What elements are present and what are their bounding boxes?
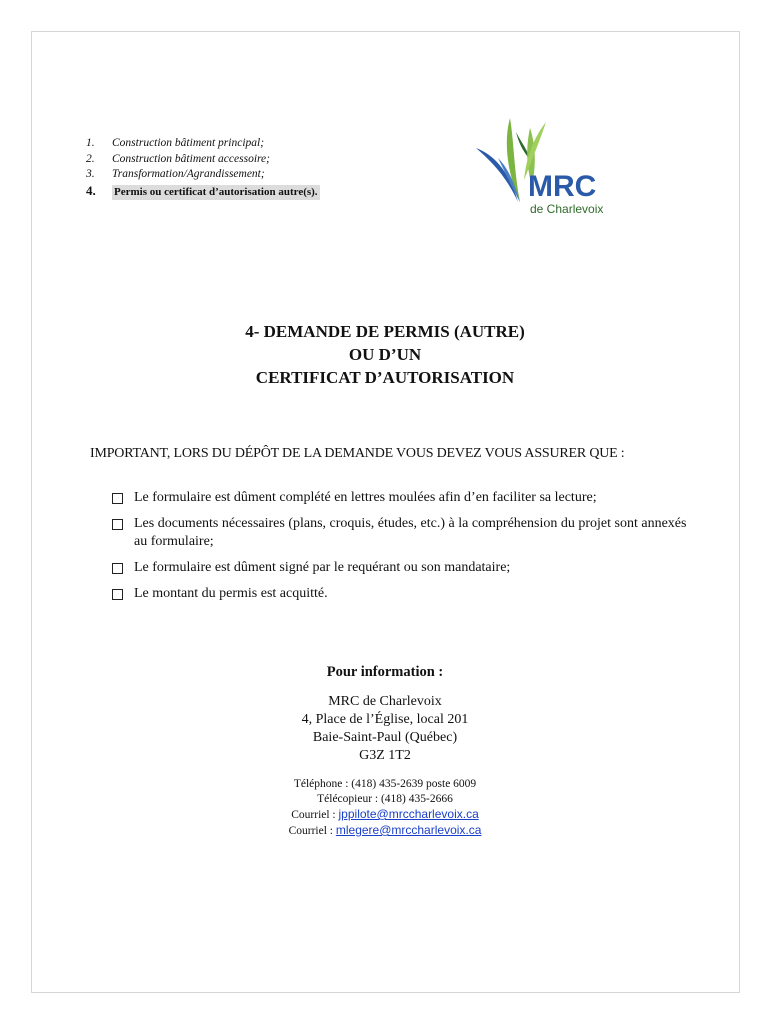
step-item: 3. Transformation/Agrandissement; (86, 168, 265, 180)
checkbox[interactable] (112, 493, 123, 504)
checklist-item: Le montant du permis est acquitté. (112, 585, 692, 603)
step-item: 2. Construction bâtiment accessoire; (86, 152, 270, 165)
info-heading: Pour information : (326, 664, 444, 680)
checklist-item: Les documents nécessaires (plans, croquis, études, etc.) à la compréhension du projet sont annexés au formulaire; (112, 515, 692, 551)
contact-details (0, 777, 770, 839)
email-link-mlegere[interactable]: mlegere@mrccharlevoix.ca (335, 823, 482, 837)
checkbox[interactable] (112, 563, 123, 574)
checkbox[interactable] (112, 519, 123, 530)
mrc-charlevoix-logo (470, 110, 610, 220)
logo-subtitle-text: de Charlevoix (530, 202, 604, 216)
address-block: MRC de Charlevoix 4, Place de l’Église, local 201 Baie-Saint-Paul (Québec) G3Z 1T2 (301, 694, 469, 763)
requirements-checklist (112, 489, 692, 611)
logo-mrc-text: MRC (528, 170, 597, 203)
checkbox[interactable] (112, 589, 123, 600)
checklist-item: Le formulaire est dûment complété en lettres moulées afin d’en faciliter sa lecture; (112, 489, 692, 507)
fax-text: Télécopieur : (418) 435-2666 (317, 793, 453, 805)
email-line: Courriel : jppilote@mrccharlevoix.ca (291, 807, 479, 821)
contact-info-block (0, 664, 770, 839)
checklist-item: Le formulaire est dûment signé par le requérant ou son mandataire; (112, 559, 692, 577)
document-title: 4- DEMANDE DE PERMIS (AUTRE) OU D’UN CERTIFICAT D’AUTORISATION (245, 322, 525, 387)
step-item-current: 4. Permis ou certificat d’autorisation autre(s). (86, 183, 320, 201)
step-item: 1. Construction bâtiment principal; (86, 137, 265, 149)
email-line: Courriel : mlegere@mrccharlevoix.ca (288, 823, 482, 837)
phone-text: Téléphone : (418) 435-2639 poste 6009 (293, 778, 477, 790)
email-link-jppilote[interactable]: jppilote@mrccharlevoix.ca (338, 807, 479, 821)
form-steps-list (86, 136, 320, 200)
important-notice: IMPORTANT, LORS DU DÉPÔT DE LA DEMANDE VOUS DEVEZ VOUS ASSURER QUE : (90, 446, 625, 461)
